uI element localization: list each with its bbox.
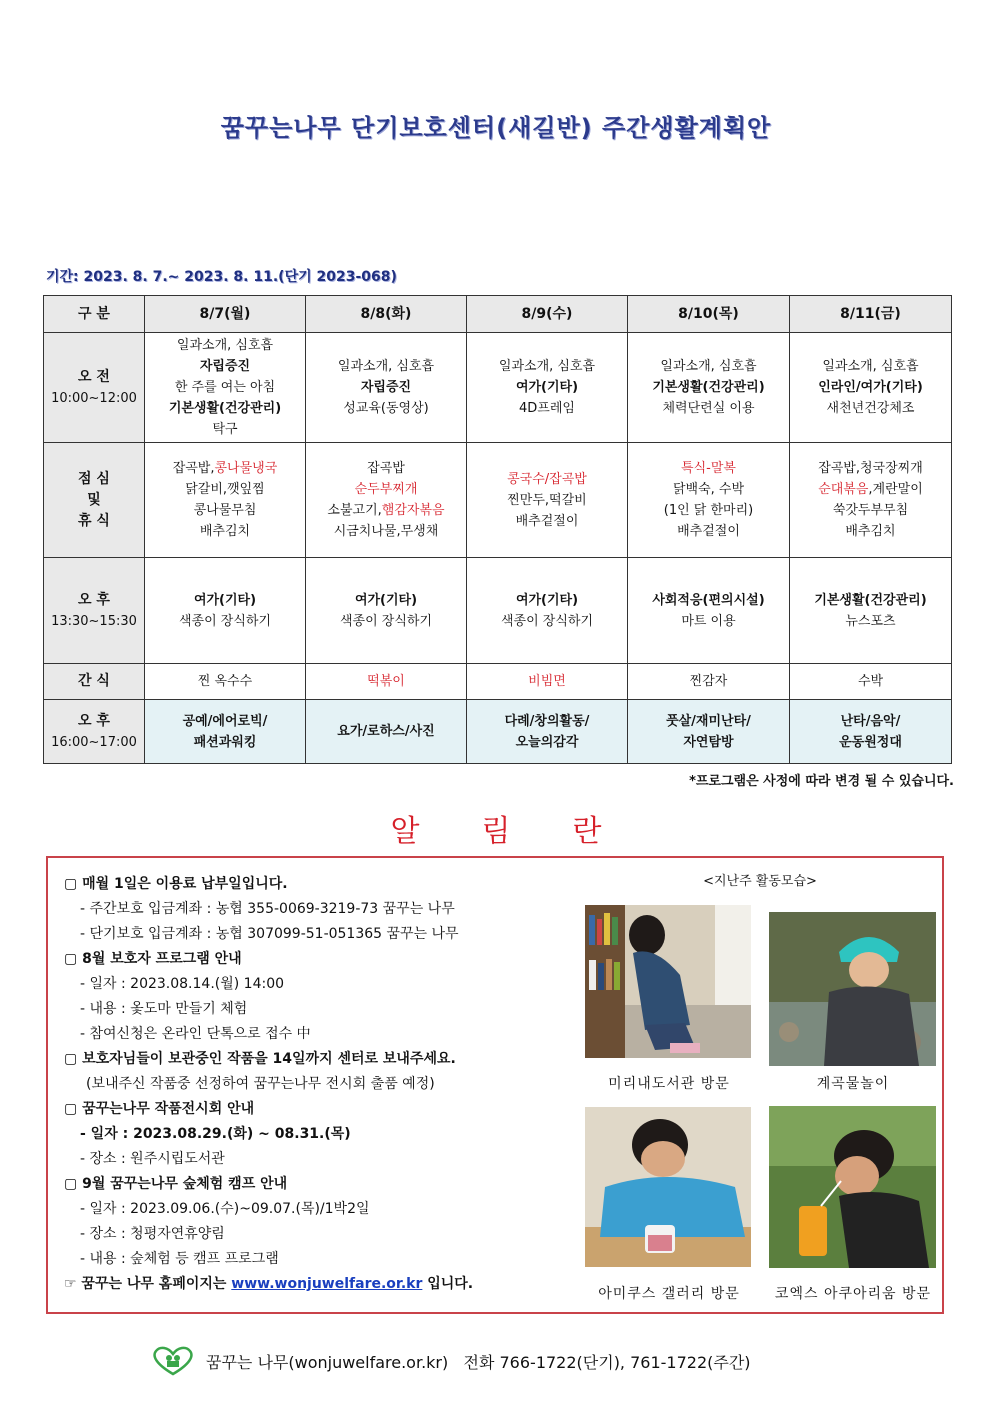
table-cell: 찐감자 — [628, 664, 790, 700]
table-cell: 잡곡밥,콩나물냉국 닭갈비,깻잎찜 콩나물무침 배추김치 — [145, 443, 306, 558]
photo-library-visit — [585, 905, 751, 1058]
list-item: - 주간보호 입금계좌 : 농협 355-0069-3219-73 꿈꾸는 나무 — [80, 901, 455, 917]
table-cell: 콩국수/잡곡밥 찐만두,떡갈비 배추겉절이 — [467, 443, 628, 558]
table-cell: 사회적응(편의시설) 마트 이용 — [628, 558, 790, 664]
table-cell: 일과소개, 심호흡 기본생활(건강관리) 체력단련실 이용 — [628, 333, 790, 443]
table-cell: 비빔면 — [467, 664, 628, 700]
notice-heading-guardian: ▢ 8월 보호자 프로그램 안내 — [64, 951, 242, 967]
homepage-line: ☞ 꿈꾸는 나무 홈페이지는 www.wonjuwelfare.or.kr 입니다. — [64, 1276, 474, 1292]
table-cell: 잡곡밥 순두부찌개 소불고기,햄감자볶음 시금치나물,무생채 — [306, 443, 467, 558]
table-cell: 풋살/재미난타/ 자연탐방 — [628, 700, 790, 764]
header-day: 8/10(목) — [628, 296, 790, 333]
header-category: 구 분 — [44, 296, 145, 333]
notice-heading-fee: ▢ 매월 1일은 이용료 납부일입니다. — [64, 876, 288, 892]
schedule-change-note: *프로그램은 사정에 따라 변경 될 수 있습니다. — [689, 774, 954, 789]
table-cell: 찐 옥수수 — [145, 664, 306, 700]
table-cell: 여가(기타) 색종이 장식하기 — [306, 558, 467, 664]
header-day: 8/8(화) — [306, 296, 467, 333]
footer-contact: 꿈꾸는 나무(wonjuwelfare.or.kr) 전화 766-1722(단기), 761-1722(주간) — [206, 1352, 751, 1372]
notice-heading: 알림란 — [390, 814, 664, 849]
caption-aquarium: 코엑스 아쿠아리움 방문 — [774, 1286, 932, 1302]
period-label: 기간: 2023. 8. 7.~ 2023. 8. 11.(단기 2023-068) — [46, 269, 397, 285]
page-title: 꿈꾸는나무 단기보호센터(새길반) 주간생활계획안 — [220, 114, 772, 142]
caption-gallery: 아미쿠스 갤러리 방문 — [598, 1286, 740, 1302]
list-item: - 일자 : 2023.08.29.(화) ~ 08.31.(목) — [80, 1126, 351, 1142]
header-day: 8/7(월) — [145, 296, 306, 333]
table-cell: 요가/로하스/사진 — [306, 700, 467, 764]
table-cell: 일과소개, 심호흡 자립증진 성교육(동영상) — [306, 333, 467, 443]
table-cell: 난타/음악/ 운동원정대 — [790, 700, 952, 764]
row-label-lunch: 점 심 및 휴 식 — [44, 443, 145, 558]
homepage-link[interactable]: www.wonjuwelfare.or.kr — [231, 1276, 423, 1292]
list-item: - 내용 : 숲체험 등 캠프 프로그램 — [80, 1251, 279, 1267]
list-item: - 일자 : 2023.08.14.(월) 14:00 — [80, 976, 285, 992]
table-cell: 다례/창의활동/ 오늘의감각 — [467, 700, 628, 764]
row-label-morning: 오 전 10:00~12:00 — [44, 333, 145, 443]
list-item: - 일자 : 2023.09.06.(수)~09.07.(목)/1박2일 — [80, 1201, 370, 1217]
list-item: - 장소 : 청평자연휴양림 — [80, 1226, 225, 1242]
photo-valley-water-play — [769, 912, 936, 1066]
list-item: (보내주신 작품중 선정하여 꿈꾸는나무 전시회 출품 예정) — [86, 1076, 435, 1092]
table-cell: 떡볶이 — [306, 664, 467, 700]
table-cell: 여가(기타) 색종이 장식하기 — [145, 558, 306, 664]
table-header-row — [44, 296, 952, 333]
notice-list — [64, 872, 584, 1297]
weekly-schedule-table — [43, 295, 952, 764]
notice-heading-artwork: ▢ 보호자님들이 보관중인 작품을 14일까지 센터로 보내주세요. — [64, 1051, 456, 1067]
header-day: 8/9(수) — [467, 296, 628, 333]
table-row — [44, 700, 952, 764]
table-cell: 여가(기타) 색종이 장식하기 — [467, 558, 628, 664]
photos-title: <지난주 활동모습> — [703, 874, 817, 889]
table-cell: 기본생활(건강관리) 뉴스포츠 — [790, 558, 952, 664]
table-cell: 잡곡밥,청국장찌개 순대볶음,계란말이 쑥갓두부무침 배추김치 — [790, 443, 952, 558]
notice-heading-exhibition: ▢ 꿈꾸는나무 작품전시회 안내 — [64, 1101, 255, 1117]
footer — [150, 1346, 870, 1376]
table-row — [44, 333, 952, 443]
header-day: 8/11(금) — [790, 296, 952, 333]
row-label-snack: 간 식 — [44, 664, 145, 700]
list-item: - 단기보호 입금계좌 : 농협 307099-51-051365 꿈꾸는 나무 — [80, 926, 459, 942]
table-cell: 수박 — [790, 664, 952, 700]
row-label-afternoon: 오 후 13:30~15:30 — [44, 558, 145, 664]
table-cell: 일과소개, 심호흡 인라인/여가(기타) 새천년건강체조 — [790, 333, 952, 443]
heart-logo-icon — [150, 1346, 196, 1376]
table-cell: 일과소개, 심호흡 자립증진 한 주를 여는 아침 기본생활(건강관리) 탁구 — [145, 333, 306, 443]
row-label-late-afternoon: 오 후 16:00~17:00 — [44, 700, 145, 764]
list-item: - 내용 : 옻도마 만들기 체험 — [80, 1001, 248, 1017]
notice-heading-camp: ▢ 9월 꿈꾸는나무 숲체험 캠프 안내 — [64, 1176, 288, 1192]
table-cell: 특식-말복 닭백숙, 수박 (1인 닭 한마리) 배추겉절이 — [628, 443, 790, 558]
table-row — [44, 664, 952, 700]
table-row — [44, 443, 952, 558]
caption-library: 미리내도서관 방문 — [608, 1076, 730, 1092]
list-item: - 장소 : 원주시립도서관 — [80, 1151, 225, 1167]
table-cell: 공예/에어로빅/ 패션과워킹 — [145, 700, 306, 764]
photo-coex-aquarium — [769, 1106, 936, 1268]
table-cell: 일과소개, 심호흡 여가(기타) 4D프레임 — [467, 333, 628, 443]
list-item: - 참여신청은 온라인 단톡으로 접수 中 — [80, 1026, 311, 1042]
photo-amicus-gallery — [585, 1107, 751, 1267]
table-row — [44, 558, 952, 664]
caption-valley: 계곡물놀이 — [816, 1076, 890, 1092]
